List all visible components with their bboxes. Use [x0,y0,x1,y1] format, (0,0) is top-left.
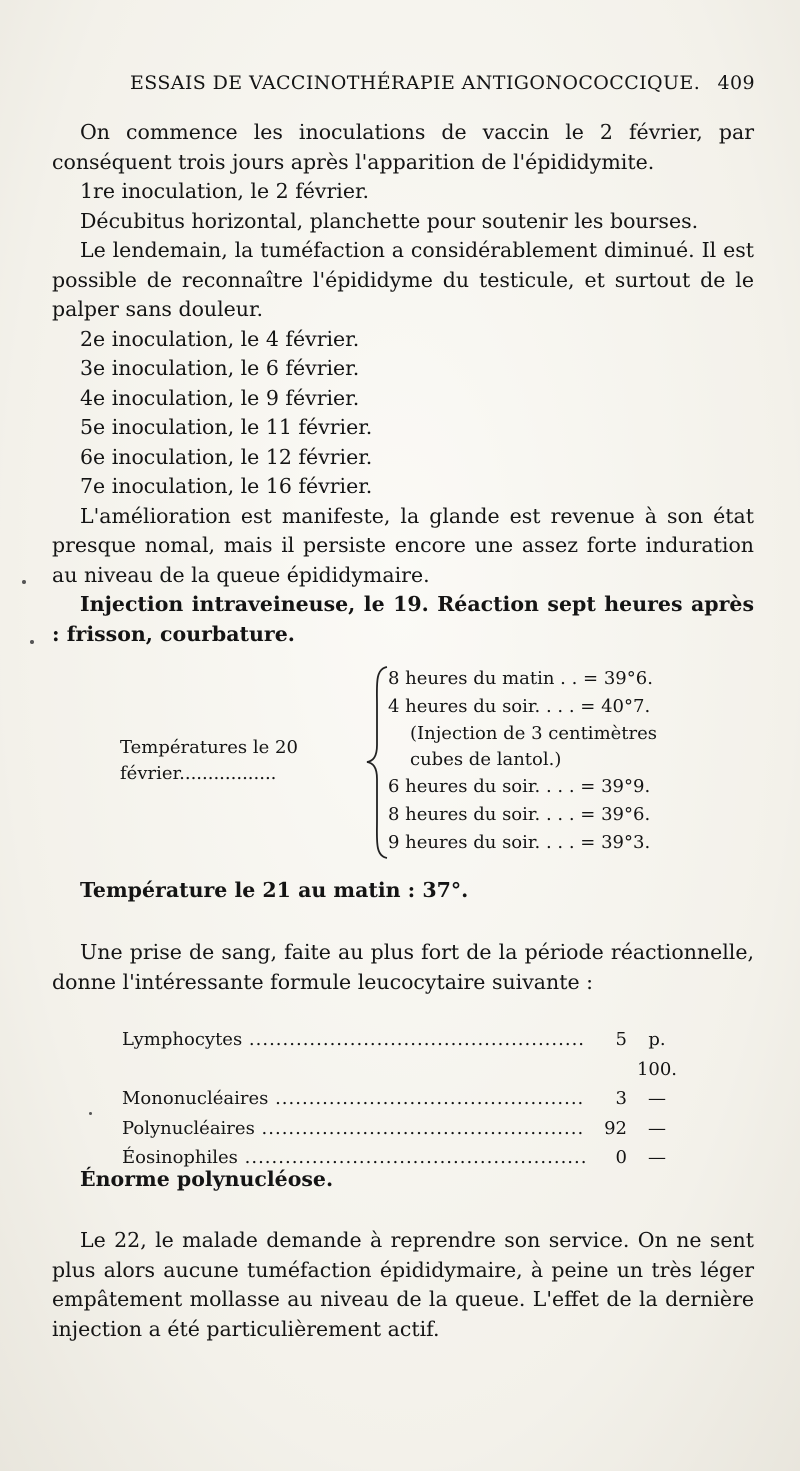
temperature-21: Température le 21 au matin : 37°. [80,878,469,902]
cell-type: Lymphocytes ..... [122,1025,585,1055]
cell-unit: — [648,1147,666,1168]
inoculation-line: 4e inoculation, le 9 février. [80,385,360,410]
formula-row [122,1114,687,1144]
blood-sample-paragraph [52,938,754,997]
temperature-readings [388,665,703,857]
paragraph-inoculation-start: On commence les inoculations de vaccin le 2 février, par conséquent trois jours après l'apparition de l'épididymite. [52,120,754,174]
injection-note: cubes de lantol.) [410,749,562,770]
temperature-table [120,665,700,860]
cell-value: 5 [615,1029,627,1050]
main-text-block [52,118,754,649]
running-header [130,72,755,94]
page-number: 409 [717,72,755,94]
cell-unit: p. 100. [636,1029,678,1080]
temperature-reading: 9 heures du soir. . . . = 39°3. [388,832,651,853]
paragraph-improvement: L'amélioration est manifeste, la glande est revenue à son état presque nomal, mais il persiste encore une assez forte induration au niveau de la queue épididymaire. [52,503,754,587]
enorme-polynucleose: Énorme polynucléose. [80,1167,334,1191]
inoculation-line: 5e inoculation, le 11 février. [80,415,373,439]
temperature-reading: 6 heures du soir. . . . = 39°9. [388,776,651,797]
injection-note: (Injection de 3 centimètres [410,723,658,744]
final-paragraph-block [52,1226,754,1344]
leukocyte-formula [122,1025,687,1173]
print-speck [30,640,34,644]
formula-row [122,1084,687,1114]
temperature-reading: 4 heures du soir. . . . = 40°7. [388,696,651,717]
inoculation-line: 3e inoculation, le 6 février. [80,356,360,380]
running-title: ESSAIS DE VACCINOTHÉRAPIE ANTIGONOCOCCIQUE. [130,72,701,94]
inoculation-line: 7e inoculation, le 16 février. [80,474,373,498]
decubitus-line: Décubitus horizontal, planchette pour soutenir les bourses. [80,208,699,233]
temperature-reading: 8 heures du soir. . . . = 39°6. [388,804,651,825]
formula-row [122,1025,687,1084]
print-speck [89,1112,92,1115]
first-inoculation: 1re inoculation, le 2 février. [80,179,370,203]
cell-type: Mononucléaires ..... [122,1084,585,1114]
cell-value: 0 [615,1147,627,1168]
paragraph-next-day: Le lendemain, la tuméfaction a considérablement diminué. Il est possible de reconnaître l'épididyme du testicule, et surtout de le palper sans douleur. [52,238,754,321]
inoculation-line: 2e inoculation, le 4 février. [80,326,360,351]
paragraph-injection: Injection intraveineuse, le 19. Réaction sept heures après : frisson, courbature. [52,592,754,646]
cell-type: Polynucléaires ..... [122,1114,585,1144]
paragraph-blood-sample: Une prise de sang, faite au plus fort de la période réactionnelle, donne l'intéressante formule leucocytaire suivante : [52,940,754,994]
cell-unit: — [648,1088,666,1109]
cell-unit: — [648,1117,666,1139]
paragraph-final: Le 22, le malade demande à reprendre son service. On ne sent plus alors aucune tuméfaction épididymaire, à peine un très léger empâtement mollasse au niveau de la queue. L'effet de la dernière injection a été particulièrement actif. [52,1228,754,1341]
print-speck [22,580,26,584]
cell-value: 92 [604,1117,627,1139]
cell-value: 3 [615,1088,627,1109]
inoculation-line: 6e inoculation, le 12 février. [80,444,373,469]
cell-type: Éosinophiles ..... [122,1143,585,1173]
temperature-label: Températures le 20 février................. [120,737,298,784]
temperature-reading: 8 heures du matin . . = 39°6. [388,668,653,689]
